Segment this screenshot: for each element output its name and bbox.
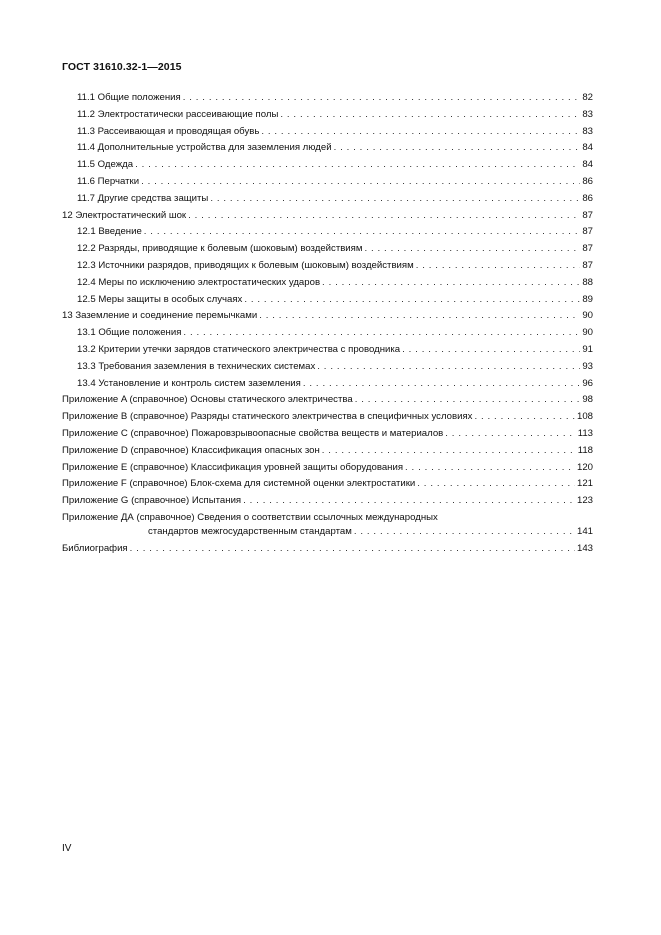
toc-entry <box>62 241 593 258</box>
toc-entry <box>62 258 593 275</box>
toc-entry-title: Приложение B (справочное) Разряды статического электричества в специфичных условиях <box>62 411 473 423</box>
toc-entry-page: 84 <box>582 159 593 171</box>
toc-entry-title: 11.5 Одежда <box>77 159 134 171</box>
toc-entry-title: Приложение ДА (справочное) Сведения о соответствии ссылочных международных <box>62 511 438 523</box>
toc-entry-title: Приложение G (справочное) Испытания <box>62 495 242 507</box>
toc-leader-dots <box>183 90 581 107</box>
toc-leader-dots <box>474 409 575 426</box>
toc-entry-title: 11.2 Электростатически рассеивающие полы <box>77 108 279 120</box>
toc-entry-title: 11.6 Перчатки <box>77 175 140 187</box>
toc-entry-title: 13 Заземление и соединение перемычками <box>62 310 258 322</box>
toc-entry-title: 12.3 Источники разрядов, приводящих к болевым (шоковым) воздействиям <box>77 259 414 271</box>
document-header: ГОСТ 31610.32-1—2015 <box>62 61 182 73</box>
toc-entry <box>62 376 593 393</box>
toc-entry <box>62 359 593 376</box>
toc-entry <box>62 107 593 124</box>
toc-leader-dots <box>354 524 575 541</box>
toc-entry-title: 11.3 Рассеивающая и проводящая обувь <box>77 125 260 137</box>
toc-leader-dots <box>334 140 581 157</box>
toc-entry-title: 13.3 Требования заземления в технических системах <box>77 360 316 372</box>
toc-entry-page: 87 <box>582 243 593 255</box>
toc-entry-page: 83 <box>582 125 593 137</box>
toc-leader-dots <box>355 392 581 409</box>
toc-entry <box>62 208 593 225</box>
toc-entry-title: 12.5 Меры защиты в особых случаях <box>77 293 243 305</box>
toc-entry <box>62 275 593 292</box>
page-number: IV <box>62 843 72 854</box>
toc-leader-dots <box>135 157 580 174</box>
toc-entry-page: 141 <box>576 525 593 537</box>
toc-entry <box>62 443 593 460</box>
toc-entry-page: 98 <box>582 394 593 406</box>
toc-entry <box>62 224 593 241</box>
toc-entry-title: 12.2 Разряды, приводящие к болевым (шоковым) воздействиям <box>77 243 363 255</box>
toc-entry <box>62 510 593 524</box>
toc-entry <box>62 476 593 493</box>
toc-entry-title: 13.2 Критерии утечки зарядов статического электричества с проводника <box>77 343 401 355</box>
toc-entry <box>62 541 593 558</box>
toc-entry <box>62 325 593 342</box>
toc-leader-dots <box>322 275 580 292</box>
toc-leader-dots <box>322 443 576 460</box>
toc-entry-page: 143 <box>576 542 593 554</box>
toc-entry-title: Приложение F (справочное) Блок-схема для системной оценки электростатики <box>62 478 416 490</box>
toc-entry <box>62 493 593 510</box>
toc-entry-page: 123 <box>576 495 593 507</box>
toc-entry-page: 118 <box>577 444 593 456</box>
toc-entry-title: 12 Электростатический шок <box>62 209 187 221</box>
toc-leader-dots <box>402 342 580 359</box>
toc-entry <box>62 392 593 409</box>
toc-leader-dots <box>130 541 575 558</box>
toc-entry-page: 88 <box>582 276 593 288</box>
toc-entry-page: 89 <box>582 293 593 305</box>
toc-entry-page: 113 <box>577 427 593 439</box>
toc-entry <box>62 409 593 426</box>
toc-leader-dots <box>243 493 575 510</box>
toc-entry <box>62 191 593 208</box>
toc-entry-page: 93 <box>582 360 593 372</box>
toc-leader-dots <box>445 426 575 443</box>
toc-entry-page: 87 <box>582 259 593 271</box>
toc-leader-dots <box>259 308 580 325</box>
toc-leader-dots <box>280 107 580 124</box>
table-of-contents <box>62 90 593 558</box>
toc-entry-title: Приложение A (справочное) Основы статического электричества <box>62 394 353 406</box>
toc-leader-dots <box>244 292 580 309</box>
toc-entry-title: 13.1 Общие положения <box>77 327 182 339</box>
toc-entry <box>62 157 593 174</box>
toc-entry <box>62 140 593 157</box>
toc-entry-page: 120 <box>576 461 593 473</box>
toc-leader-dots <box>144 224 581 241</box>
toc-entry-page: 82 <box>582 92 593 103</box>
toc-entry-title: стандартов межгосударственным стандартам <box>148 525 352 537</box>
toc-entry-title: 11.4 Дополнительные устройства для заземления людей <box>77 142 332 154</box>
toc-leader-dots <box>210 191 580 208</box>
toc-entry-title: Библиография <box>62 542 128 554</box>
toc-entry-page: 90 <box>582 327 593 339</box>
toc-entry-page: 83 <box>582 108 593 120</box>
toc-entry-title: 11.1 Общие положения <box>77 92 181 103</box>
toc-entry-page: 121 <box>576 478 593 490</box>
toc-entry <box>62 308 593 325</box>
toc-leader-dots <box>303 376 580 393</box>
toc-entry-title: Приложение D (справочное) Классификация опасных зон <box>62 444 320 456</box>
toc-entry-title: 12.1 Введение <box>77 226 142 238</box>
toc-entry-page: 84 <box>582 142 593 154</box>
toc-entry-title: 11.7 Другие средства защиты <box>77 192 209 204</box>
toc-entry-title: 13.4 Установление и контроль систем заземления <box>77 377 301 389</box>
toc-leader-dots <box>317 359 580 376</box>
toc-leader-dots <box>417 476 575 493</box>
toc-leader-dots <box>261 124 580 141</box>
toc-leader-dots <box>183 325 580 342</box>
toc-entry <box>62 460 593 477</box>
toc-entry-page: 90 <box>582 310 593 322</box>
toc-leader-dots <box>141 174 580 191</box>
toc-entry-title: Приложение E (справочное) Классификация уровней защиты оборудования <box>62 461 404 473</box>
toc-entry-page: 86 <box>582 192 593 204</box>
toc-entry <box>62 174 593 191</box>
toc-entry <box>62 342 593 359</box>
toc-leader-dots <box>416 258 581 275</box>
toc-entry-page: 87 <box>582 209 593 221</box>
toc-leader-dots <box>405 460 575 477</box>
toc-entry-page: 86 <box>582 175 593 187</box>
toc-entry-title: Приложение C (справочное) Пожаровзрывоопасные свойства веществ и материалов <box>62 427 444 439</box>
toc-entry-page: 91 <box>582 343 593 355</box>
toc-leader-dots <box>364 241 580 258</box>
toc-entry <box>62 292 593 309</box>
toc-leader-dots <box>188 208 580 225</box>
toc-entry-page: 108 <box>576 411 593 423</box>
toc-entry-page: 87 <box>582 226 593 238</box>
toc-entry <box>62 124 593 141</box>
toc-entry <box>62 90 593 107</box>
toc-entry-page: 96 <box>582 377 593 389</box>
toc-entry-title: 12.4 Меры по исключению электростатических ударов <box>77 276 321 288</box>
toc-entry <box>62 426 593 443</box>
